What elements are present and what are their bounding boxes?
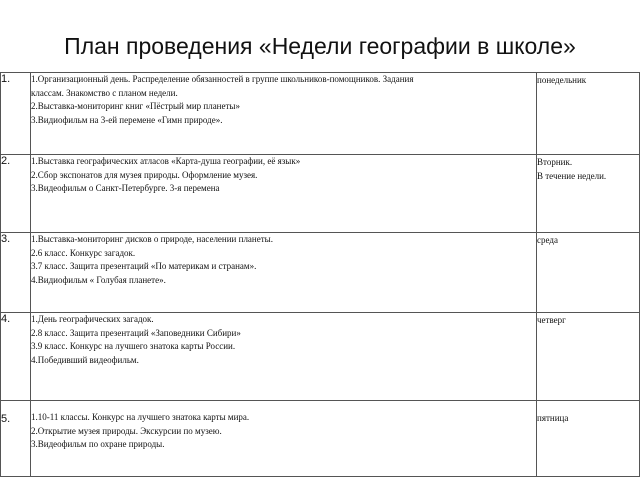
activities-cell [31,313,537,401]
day-label: пятница [537,413,569,423]
day-cell [537,233,640,313]
activity-line: 1.Выставка географических атласов «Карта-душа географии, её язык» [31,156,301,166]
activity-line: 3.Видеофильм о Санкт-Петербурге. 3-я перемена [31,183,220,193]
activity-line: 2.8 класс. Защита презентаций «Заповедники Сибири» [31,327,241,338]
activity-line: 3.Видеофильм по охране природы. [31,439,165,449]
row-number: 1. [1,73,31,155]
activities-cell [31,155,537,233]
table-row [1,73,640,155]
activity-line: 1.10-11 классы. Конкурс на лучшего знатока карты мира. [31,412,250,422]
activity-line: 2.Открытие музея природы. Экскурсии по музею. [31,425,222,436]
row-number: 2. [1,155,31,233]
row-number: 3. [1,233,31,313]
table-row [1,155,640,233]
day-cell [537,73,640,155]
day-label: понедельник [537,75,587,85]
day-label: среда [537,235,558,245]
activity-line: 1.Организационный день. Распределение обязанностей в группе школьников-помощников. Задания [31,74,414,84]
activity-line: 4.Видиофильм « Голубая планете». [31,274,166,285]
table-row [1,233,640,313]
activity-line: 1.День географических загадок. [31,314,154,324]
table-row [1,401,640,477]
activities-cell [31,233,537,313]
activity-line: 2.6 класс. Конкурс загадок. [31,247,136,258]
activity-line: классам. Знакомство с планом недели. [31,87,178,98]
activity-line: 3.9 класс. Конкурс на лучшего знатока карты России. [31,341,236,351]
day-label: Вторник. [537,157,573,167]
row-number: 4. [1,313,31,401]
day-cell [537,313,640,401]
activity-line: 3.7 класс. Защита презентаций «По материкам и странам». [31,261,257,271]
day-label: В течение недели. [537,171,607,181]
activity-line: 1.Выставка-мониторинг дисков о природе, населении планеты. [31,234,273,244]
activity-line: 2.Сбор экспонатов для музея природы. Оформление музея. [31,169,258,180]
activity-line: 3.Видиофильм на 3-ей перемене «Гимн природе». [31,114,223,125]
row-number: 5. [1,401,31,477]
schedule-table [0,72,640,477]
activities-cell [31,401,537,477]
activity-line: 4.Победивший видеофильм. [31,354,139,365]
activity-line: 2.Выставка-мониторинг книг «Пёстрый мир планеты» [31,101,240,111]
day-label: четверг [537,315,566,325]
page-title: План проведения «Недели географии в школе» [64,33,576,59]
day-cell [537,401,640,477]
day-cell [537,155,640,233]
table-row [1,313,640,401]
activities-cell [31,73,537,155]
